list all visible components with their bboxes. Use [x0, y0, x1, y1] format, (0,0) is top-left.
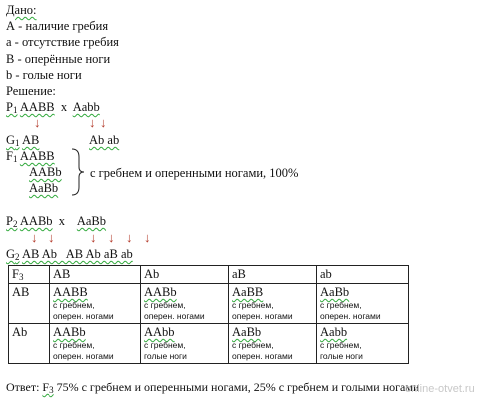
p1-right-genotype: Aabb: [72, 100, 100, 114]
table-cell: AaBb с гребнем, оперен. ногами: [229, 324, 317, 364]
f1-result: с гребнем и оперенными ногами, 100%: [90, 166, 299, 180]
answer-line: [6, 381, 419, 395]
given-line-3: В - оперённые ноги: [6, 52, 111, 66]
f1-label: $F_1$: [6, 149, 18, 164]
arrow-down-icon: ↓: [48, 230, 55, 245]
f1-genotype-3: AaBb: [29, 181, 59, 195]
table-cell: AABb с гребнем, оперен. ногами: [50, 324, 141, 364]
g2-gametes: AB Ab AB Ab aB ab: [21, 247, 133, 261]
curly-brace-icon: [70, 147, 86, 197]
p1-line: [6, 101, 100, 115]
table-row-gamete: Ab: [9, 324, 50, 364]
f1-genotype-1: AABB: [19, 149, 55, 163]
arrow-down-icon: ↓: [34, 115, 41, 130]
table-cell: AAbb с гребнем, голые ноги: [141, 324, 229, 364]
given-line-2: а - отсутствие гребия: [6, 35, 119, 49]
table-cell: AaBB с гребнем, оперен. ногами: [229, 284, 317, 324]
given-heading: Дано:: [6, 3, 37, 17]
f1-line: [6, 150, 55, 164]
answer-generation: $F_3$: [42, 380, 54, 395]
g1-label: $G_1$: [6, 133, 20, 148]
table-cell: AABB с гребнем, оперен. ногами: [50, 284, 141, 324]
f1-genotype-2: AABb: [29, 165, 62, 179]
table-header-cell: Ab: [141, 266, 229, 284]
g2-line: [6, 248, 133, 262]
arrow-down-icon: ↓: [108, 230, 115, 245]
answer-text: 75% с гребнем и оперенными ногами, 25% с гребнем и голыми ногами: [56, 380, 420, 394]
g1-left-gametes: AB: [21, 133, 40, 147]
g1-right-gametes: Ab ab: [89, 133, 120, 147]
table-row: [9, 324, 409, 364]
arrow-down-icon: ↓: [126, 230, 133, 245]
arrow-down-icon: ↓: [90, 230, 97, 245]
table-cell: AaBb с гребнем, оперен. ногами: [317, 284, 409, 324]
answer-label: Ответ:: [6, 380, 40, 394]
given-line-1: А - наличие гребия: [6, 19, 109, 33]
given-line-4: b - голые ноги: [6, 68, 82, 82]
table-cell: Aabb с гребнем, голые ноги: [317, 324, 409, 364]
watermark: online-otvet.ru: [405, 383, 475, 395]
arrow-down-icon: ↓: [144, 230, 151, 245]
arrow-down-icon: ↓: [31, 230, 38, 245]
p2-right-genotype: AaBb: [76, 214, 107, 228]
table-header-row: [9, 266, 409, 284]
arrow-down-icon: ↓: [89, 115, 96, 130]
table-row: [9, 284, 409, 324]
punnett-square: [8, 265, 409, 364]
p1-left-genotype: AABB: [19, 100, 55, 114]
g1-line: [6, 134, 39, 148]
solution-heading: Решение:: [6, 84, 56, 98]
arrow-down-icon: ↓: [100, 115, 107, 130]
g2-label: $G_2$: [6, 247, 20, 262]
table-row-gamete: AB: [9, 284, 50, 324]
p2-cross: x: [58, 214, 66, 228]
p2-left-genotype: AABb: [19, 214, 53, 228]
table-corner: $F_3$: [9, 266, 50, 284]
p1-label: $P_1$: [6, 100, 18, 115]
table-header-cell: ab: [317, 266, 409, 284]
p2-label: $P_2$: [6, 214, 18, 229]
p1-cross: x: [60, 100, 68, 114]
p2-line: [6, 215, 106, 229]
table-cell: AABb с гребнем, оперен. ногами: [141, 284, 229, 324]
table-header-cell: aB: [229, 266, 317, 284]
table-header-cell: AB: [50, 266, 141, 284]
